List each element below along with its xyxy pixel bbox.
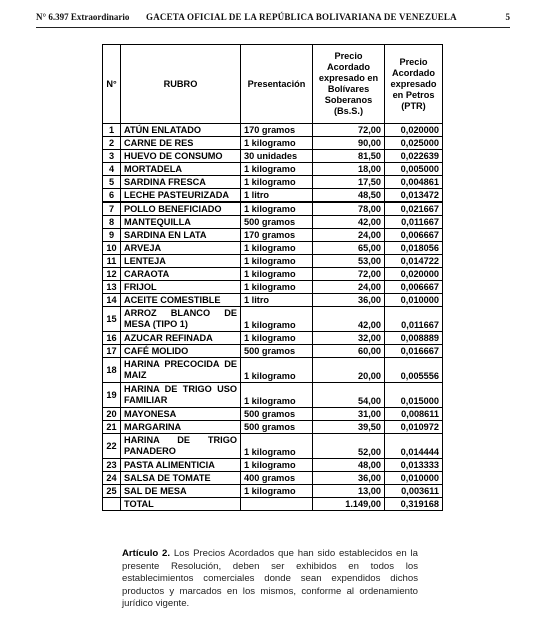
product-presentation: 500 gramos (241, 421, 313, 434)
product-name: AZUCAR REFINADA (121, 332, 241, 345)
price-bs: 90,00 (313, 137, 385, 150)
product-presentation: 500 gramos (241, 408, 313, 421)
header-rule (36, 27, 510, 28)
table-row (103, 202, 443, 216)
row-number: 11 (103, 255, 121, 268)
price-ptr: 0,014722 (385, 255, 443, 268)
product-name: ARVEJA (121, 242, 241, 255)
total-empty-cell (103, 498, 121, 511)
price-ptr: 0,025000 (385, 137, 443, 150)
price-table (102, 44, 443, 511)
table-row (103, 383, 443, 408)
product-name: FRIJOL (121, 281, 241, 294)
product-presentation: 30 unidades (241, 150, 313, 163)
running-header (36, 12, 510, 26)
product-name: HUEVO DE CONSUMO (121, 150, 241, 163)
product-presentation: 1 kilogramo (241, 242, 313, 255)
table-row (103, 434, 443, 459)
row-number: 4 (103, 163, 121, 176)
price-ptr: 0,006667 (385, 281, 443, 294)
row-number: 13 (103, 281, 121, 294)
price-ptr: 0,016667 (385, 345, 443, 358)
column-header-price-ptr: Precio Acordado expresado en Petros (PTR) (385, 45, 443, 124)
row-number: 6 (103, 189, 121, 203)
row-number: 12 (103, 268, 121, 281)
article-text: Los Precios Acordados que han sido establecidos en la presente Resolución, deben ser exhibidos en todos los establecimientos comerciales donde sean expendidos dichos productos y marcados en los mismos, conforme al ordenamiento jurídico vigente. (122, 548, 418, 610)
price-ptr: 0,021667 (385, 202, 443, 216)
price-ptr: 0,015000 (385, 383, 443, 408)
table-row (103, 408, 443, 421)
column-header-number: N° (103, 45, 121, 124)
price-ptr: 0,003611 (385, 485, 443, 498)
table-row (103, 216, 443, 229)
row-number: 18 (103, 358, 121, 383)
product-presentation: 1 kilogramo (241, 485, 313, 498)
product-presentation: 170 gramos (241, 229, 313, 242)
product-name: SAL DE MESA (121, 485, 241, 498)
table-row (103, 176, 443, 189)
price-ptr: 0,011667 (385, 307, 443, 332)
table-row (103, 255, 443, 268)
table-row (103, 229, 443, 242)
product-name: ACEITE COMESTIBLE (121, 294, 241, 307)
product-presentation: 1 kilogramo (241, 383, 313, 408)
product-name: MAYONESA (121, 408, 241, 421)
product-name: MARGARINA (121, 421, 241, 434)
page-number: 5 (505, 12, 510, 22)
price-bs: 42,00 (313, 216, 385, 229)
table-header-row (103, 45, 443, 124)
table-row (103, 189, 443, 203)
total-ptr: 0,319168 (385, 498, 443, 511)
price-bs: 32,00 (313, 332, 385, 345)
column-header-item: RUBRO (121, 45, 241, 124)
product-presentation: 1 kilogramo (241, 176, 313, 189)
product-presentation: 1 kilogramo (241, 281, 313, 294)
product-name: HARINA DE TRIGO PANADERO (121, 434, 241, 459)
row-number: 8 (103, 216, 121, 229)
price-bs: 39,50 (313, 421, 385, 434)
price-bs: 17,50 (313, 176, 385, 189)
table-row (103, 459, 443, 472)
product-name: CARAOTA (121, 268, 241, 281)
product-presentation: 1 litro (241, 189, 313, 203)
price-bs: 36,00 (313, 472, 385, 485)
product-presentation: 1 kilogramo (241, 163, 313, 176)
row-number: 14 (103, 294, 121, 307)
table-row (103, 150, 443, 163)
product-name: HARINA DE TRIGO USO FAMILIAR (121, 383, 241, 408)
row-number: 16 (103, 332, 121, 345)
product-presentation: 400 gramos (241, 472, 313, 485)
product-name: CAFÉ MOLIDO (121, 345, 241, 358)
product-presentation: 1 kilogramo (241, 332, 313, 345)
price-bs: 72,00 (313, 124, 385, 137)
product-presentation: 1 kilogramo (241, 307, 313, 332)
product-name: SARDINA FRESCA (121, 176, 241, 189)
price-ptr: 0,014444 (385, 434, 443, 459)
gazette-title: GACETA OFICIAL DE LA REPÚBLICA BOLIVARIANA DE VENEZUELA (146, 12, 457, 22)
product-name: HARINA PRECOCIDA DE MAIZ (121, 358, 241, 383)
product-name: SARDINA EN LATA (121, 229, 241, 242)
total-empty-cell (241, 498, 313, 511)
row-number: 17 (103, 345, 121, 358)
product-name: ARROZ BLANCO DE MESA (TIPO 1) (121, 307, 241, 332)
table-row (103, 345, 443, 358)
row-number: 25 (103, 485, 121, 498)
price-ptr: 0,008611 (385, 408, 443, 421)
row-number: 22 (103, 434, 121, 459)
table-row (103, 294, 443, 307)
price-bs: 54,00 (313, 383, 385, 408)
product-name: LECHE PASTEURIZADA (121, 189, 241, 203)
product-name: ATÚN ENLATADO (121, 124, 241, 137)
price-bs: 81,50 (313, 150, 385, 163)
row-number: 5 (103, 176, 121, 189)
price-ptr: 0,005000 (385, 163, 443, 176)
product-name: SALSA DE TOMATE (121, 472, 241, 485)
product-presentation: 1 kilogramo (241, 202, 313, 216)
price-ptr: 0,013472 (385, 189, 443, 203)
product-presentation: 1 kilogramo (241, 358, 313, 383)
total-label: TOTAL (121, 498, 241, 511)
row-number: 20 (103, 408, 121, 421)
row-number: 9 (103, 229, 121, 242)
row-number: 1 (103, 124, 121, 137)
product-presentation: 500 gramos (241, 216, 313, 229)
product-presentation: 1 kilogramo (241, 255, 313, 268)
table-row (103, 421, 443, 434)
row-number: 7 (103, 202, 121, 216)
price-bs: 65,00 (313, 242, 385, 255)
product-name: LENTEJA (121, 255, 241, 268)
product-presentation: 170 gramos (241, 124, 313, 137)
product-name: CARNE DE RES (121, 137, 241, 150)
price-ptr: 0,013333 (385, 459, 443, 472)
row-number: 15 (103, 307, 121, 332)
row-number: 19 (103, 383, 121, 408)
price-bs: 13,00 (313, 485, 385, 498)
price-bs: 24,00 (313, 281, 385, 294)
price-ptr: 0,018056 (385, 242, 443, 255)
table-row (103, 163, 443, 176)
total-row (103, 498, 443, 511)
price-bs: 48,00 (313, 459, 385, 472)
table-row (103, 137, 443, 150)
price-ptr: 0,008889 (385, 332, 443, 345)
price-bs: 78,00 (313, 202, 385, 216)
price-bs: 36,00 (313, 294, 385, 307)
table-row (103, 281, 443, 294)
table-row (103, 242, 443, 255)
product-presentation: 1 kilogramo (241, 137, 313, 150)
price-ptr: 0,006667 (385, 229, 443, 242)
row-number: 10 (103, 242, 121, 255)
price-bs: 52,00 (313, 434, 385, 459)
row-number: 2 (103, 137, 121, 150)
product-presentation: 1 kilogramo (241, 268, 313, 281)
price-ptr: 0,005556 (385, 358, 443, 383)
row-number: 3 (103, 150, 121, 163)
table-row (103, 124, 443, 137)
price-ptr: 0,010972 (385, 421, 443, 434)
table-row (103, 268, 443, 281)
product-presentation: 1 litro (241, 294, 313, 307)
article-heading: Artículo 2. (122, 548, 171, 559)
column-header-presentation: Presentación (241, 45, 313, 124)
product-name: MANTEQUILLA (121, 216, 241, 229)
product-presentation: 1 kilogramo (241, 434, 313, 459)
price-bs: 42,00 (313, 307, 385, 332)
price-bs: 48,50 (313, 189, 385, 203)
total-bs: 1.149,00 (313, 498, 385, 511)
product-name: PASTA ALIMENTICIA (121, 459, 241, 472)
table-row (103, 485, 443, 498)
row-number: 21 (103, 421, 121, 434)
article-2 (122, 548, 418, 611)
product-name: MORTADELA (121, 163, 241, 176)
price-bs: 24,00 (313, 229, 385, 242)
price-bs: 60,00 (313, 345, 385, 358)
price-ptr: 0,020000 (385, 268, 443, 281)
product-name: POLLO BENEFICIADO (121, 202, 241, 216)
row-number: 24 (103, 472, 121, 485)
issue-number: N° 6.397 Extraordinario (36, 12, 130, 22)
row-number: 23 (103, 459, 121, 472)
table-row (103, 358, 443, 383)
price-ptr: 0,010000 (385, 472, 443, 485)
price-ptr: 0,020000 (385, 124, 443, 137)
product-presentation: 500 gramos (241, 345, 313, 358)
product-presentation: 1 kilogramo (241, 459, 313, 472)
table-row (103, 307, 443, 332)
price-bs: 20,00 (313, 358, 385, 383)
price-ptr: 0,011667 (385, 216, 443, 229)
price-ptr: 0,022639 (385, 150, 443, 163)
price-bs: 31,00 (313, 408, 385, 421)
table-row (103, 332, 443, 345)
price-ptr: 0,004861 (385, 176, 443, 189)
price-bs: 18,00 (313, 163, 385, 176)
price-bs: 72,00 (313, 268, 385, 281)
price-ptr: 0,010000 (385, 294, 443, 307)
price-bs: 53,00 (313, 255, 385, 268)
table-row (103, 472, 443, 485)
column-header-price-bs: Precio Acordado expresado en Bolívares Soberanos (Bs.S.) (313, 45, 385, 124)
table-body (103, 124, 443, 498)
